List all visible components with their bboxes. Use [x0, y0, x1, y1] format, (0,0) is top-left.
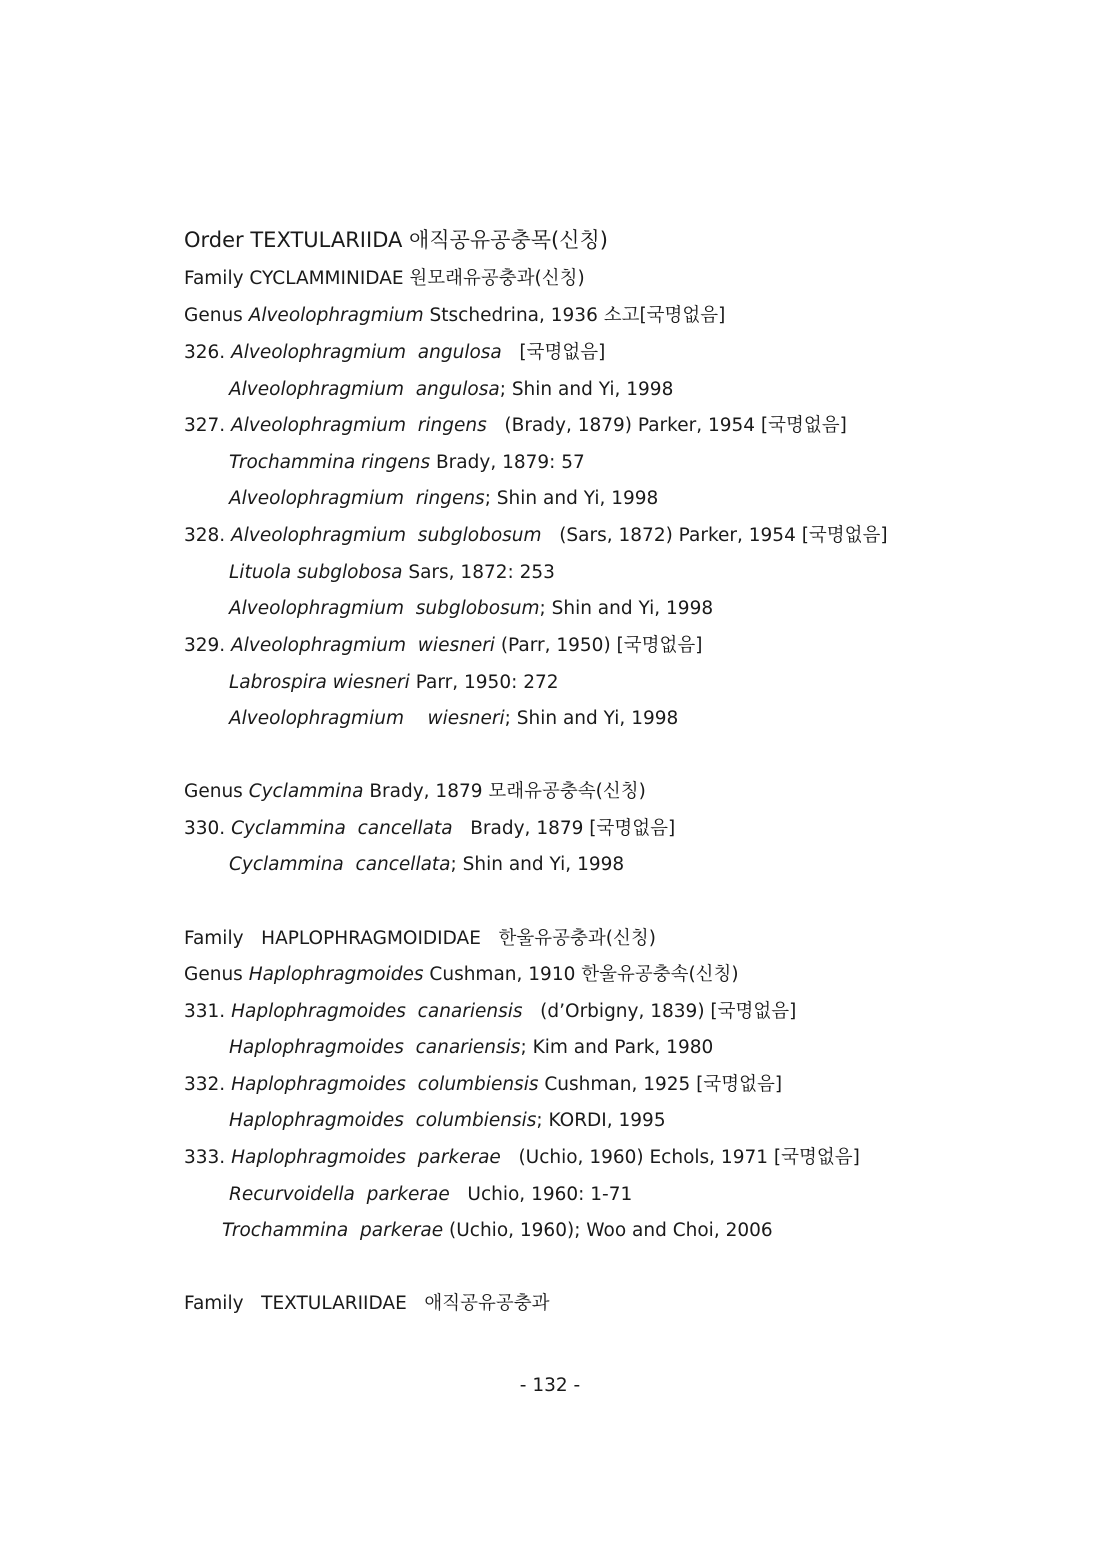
- synonym-line: [229, 1183, 632, 1207]
- taxon-name: Cyclammina: [248, 781, 364, 802]
- family-heading: [184, 267, 585, 291]
- taxon-name: Alveolophragmium ringens: [231, 415, 487, 436]
- taxon-name: Alveolophragmium subglobosum: [231, 525, 542, 546]
- text-run: Genus: [184, 964, 249, 985]
- synonym-line: [229, 451, 585, 475]
- taxon-name: Labrospira wiesneri: [229, 672, 410, 693]
- text-run: 332.: [184, 1074, 232, 1095]
- text-run: Family CYCLAMMINIDAE 원모래유공충과(신칭): [184, 268, 585, 289]
- taxon-name: Alveolophragmium ringens: [229, 488, 485, 509]
- text-run: Genus: [184, 781, 249, 802]
- text-run: Brady, 1879: 57: [430, 452, 585, 473]
- text-run: ; Kim and Park, 1980: [520, 1037, 714, 1058]
- species-entry: [184, 817, 675, 841]
- synonym-line: [229, 1036, 713, 1060]
- text-run: Cushman, 1925 [국명없음]: [538, 1074, 783, 1095]
- species-entry: [184, 1073, 782, 1097]
- taxon-name: Alveolophragmium angulosa: [229, 379, 500, 400]
- text-run: Genus: [184, 305, 249, 326]
- taxon-name: Haplophragmoides canariensis: [229, 1037, 521, 1058]
- text-run: (Parr, 1950) [국명없음]: [494, 635, 703, 656]
- text-run: (Sars, 1872) Parker, 1954 [국명없음]: [541, 525, 888, 546]
- taxon-name: Alveolophragmium: [248, 305, 424, 326]
- synonym-line: [229, 1109, 666, 1133]
- species-entry: [184, 1000, 796, 1024]
- text-run: (Uchio, 1960) Echols, 1971 [국명없음]: [500, 1147, 860, 1168]
- text-run: (Uchio, 1960); Woo and Choi, 2006: [443, 1220, 773, 1241]
- synonym-line: [229, 853, 624, 877]
- text-run: 326.: [184, 342, 232, 363]
- taxon-name: Haplophragmoides canariensis: [231, 1001, 523, 1022]
- text-run: Family TEXTULARIIDAE 애직공유공충과: [184, 1293, 550, 1314]
- synonym-line: [229, 378, 673, 402]
- text-run: 327.: [184, 415, 232, 436]
- taxon-name: Haplophragmoides columbiensis: [231, 1074, 539, 1095]
- species-entry: [184, 414, 847, 438]
- synonym-line: [229, 597, 713, 621]
- synonym-line: [229, 487, 658, 511]
- text-run: ; Shin and Yi, 1998: [450, 854, 625, 875]
- text-run: Sars, 1872: 253: [402, 562, 555, 583]
- species-entry: [184, 341, 605, 365]
- text-run: ; Shin and Yi, 1998: [484, 488, 659, 509]
- text-run: Stschedrina, 1936 소고[국명없음]: [423, 305, 726, 326]
- text-run: Brady, 1879 모래유공충속(신칭): [363, 781, 646, 802]
- taxon-name: Alveolophragmium wiesneri: [231, 635, 495, 656]
- text-run: Uchio, 1960: 1-71: [449, 1184, 633, 1205]
- taxon-name: Trochammina ringens: [229, 452, 431, 473]
- taxon-name: Alveolophragmium angulosa: [231, 342, 502, 363]
- genus-heading: [184, 304, 725, 328]
- text-run: ; KORDI, 1995: [536, 1110, 666, 1131]
- taxon-name: Recurvoidella parkerae: [229, 1184, 450, 1205]
- synonym-line: [229, 561, 555, 585]
- taxon-name: Haplophragmoides columbiensis: [229, 1110, 537, 1131]
- page-number: - 132 -: [519, 1375, 581, 1396]
- genus-heading: [184, 780, 646, 804]
- text-run: Brady, 1879 [국명없음]: [452, 818, 676, 839]
- family-heading: [184, 927, 656, 951]
- text-run: 331.: [184, 1001, 232, 1022]
- taxon-name: Haplophragmoides: [248, 964, 424, 985]
- text-run: Cushman, 1910 한울유공충속(신칭): [423, 964, 739, 985]
- text-run: ; Shin and Yi, 1998: [504, 708, 679, 729]
- synonym-line: [229, 707, 678, 731]
- text-run: ; Shin and Yi, 1998: [499, 379, 674, 400]
- taxon-name: Alveolophragmium subglobosum: [229, 598, 540, 619]
- species-entry: [184, 1146, 860, 1170]
- text-run: (d’Orbigny, 1839) [국명없음]: [522, 1001, 797, 1022]
- order-heading: Order TEXTULARIIDA 애직공유공충목(신칭): [184, 228, 608, 252]
- taxon-name: Alveolophragmium wiesneri: [229, 708, 505, 729]
- synonym-line: [222, 1219, 773, 1243]
- family-heading: [184, 1292, 550, 1316]
- taxon-name: Cyclammina cancellata: [231, 818, 453, 839]
- text-run: [국명없음]: [501, 342, 606, 363]
- text-run: 329.: [184, 635, 232, 656]
- species-entry: [184, 524, 888, 548]
- taxon-name: Lituola subglobosa: [229, 562, 403, 583]
- taxon-name: Trochammina parkerae: [222, 1220, 444, 1241]
- synonym-line: [229, 671, 559, 695]
- species-entry: [184, 634, 702, 658]
- genus-heading: [184, 963, 739, 987]
- text-run: ; Shin and Yi, 1998: [539, 598, 714, 619]
- text-run: Parr, 1950: 272: [409, 672, 559, 693]
- text-run: 333.: [184, 1147, 232, 1168]
- text-run: Family HAPLOPHRAGMOIDIDAE 한울유공충과(신칭): [184, 928, 656, 949]
- text-run: 330.: [184, 818, 232, 839]
- text-run: (Brady, 1879) Parker, 1954 [국명없음]: [486, 415, 847, 436]
- text-run: 328.: [184, 525, 232, 546]
- taxon-name: Haplophragmoides parkerae: [231, 1147, 501, 1168]
- taxon-name: Cyclammina cancellata: [229, 854, 451, 875]
